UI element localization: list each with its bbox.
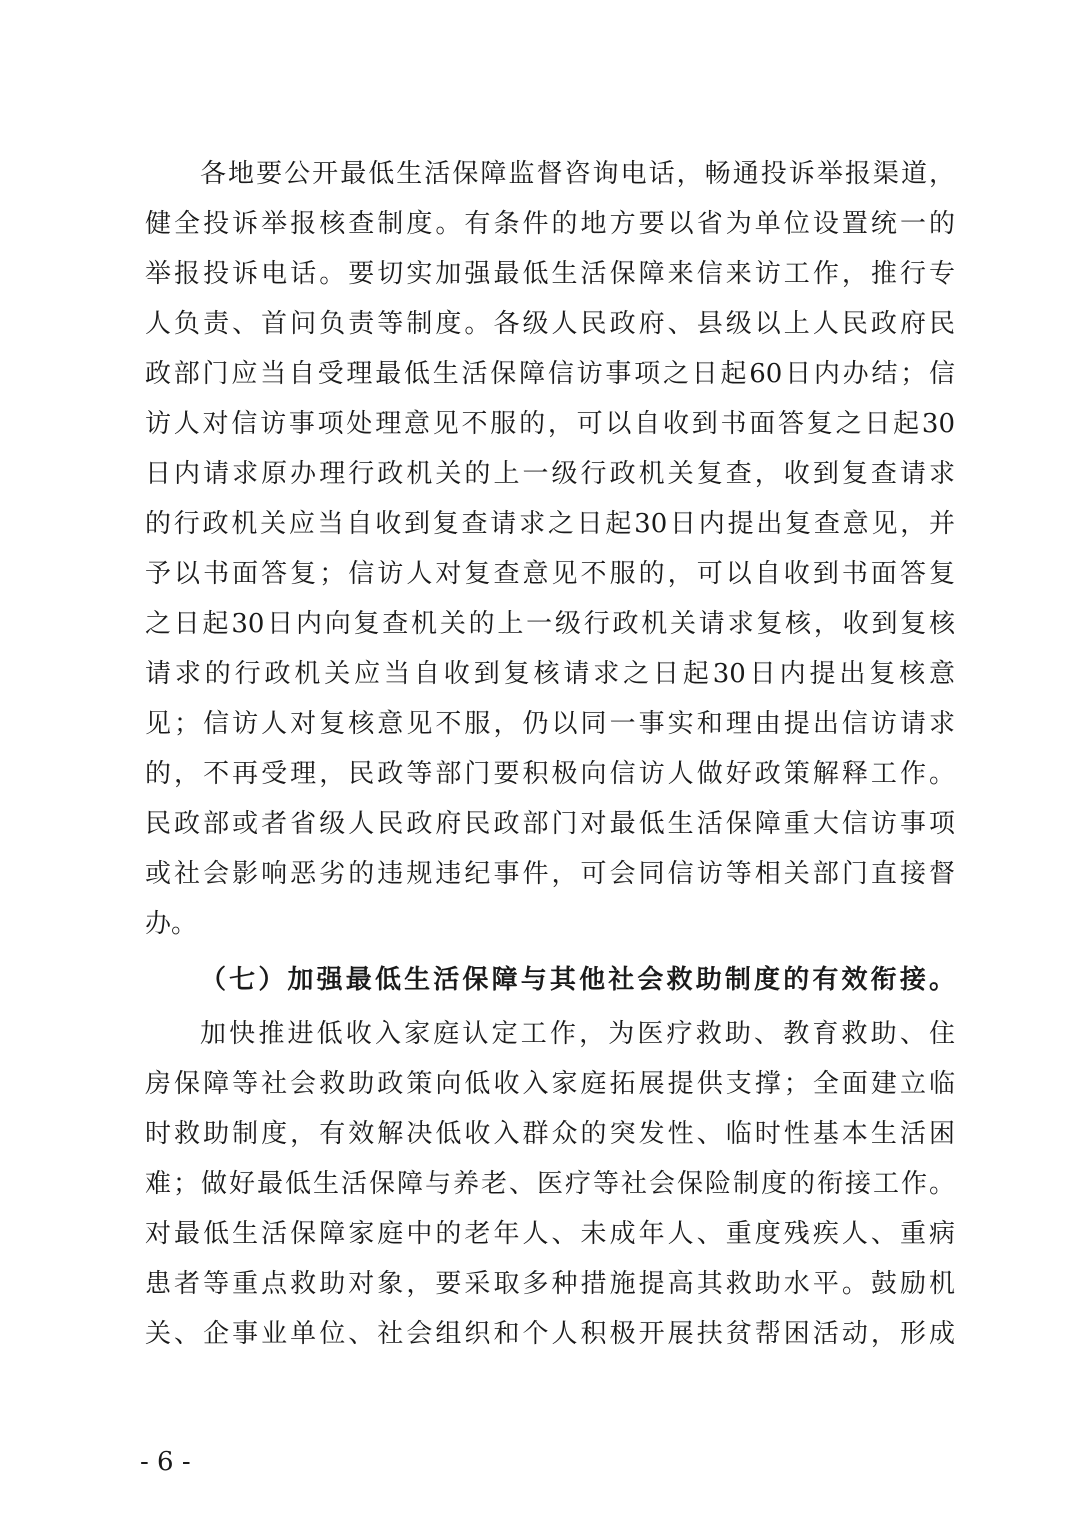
- paragraph-2-line-6: 患者等重点救助对象，要采取多种措施提高其救助水平。鼓励机: [145, 1269, 955, 1299]
- page-number: - 6 -: [140, 1447, 191, 1477]
- paragraph-1-line-2: 健全投诉举报核查制度。有条件的地方要以省为单位设置统一的: [145, 209, 955, 239]
- paragraph-2-line-5: 对最低生活保障家庭中的老年人、未成年人、重度残疾人、重病: [145, 1219, 955, 1249]
- paragraph-1-line-3: 举报投诉电话。要切实加强最低生活保障来信来访工作，推行专: [145, 259, 955, 289]
- paragraph-2-line-3: 时救助制度，有效解决低收入群众的突发性、临时性基本生活困: [145, 1119, 955, 1149]
- paragraph-1-line-10: 之日起30日内向复查机关的上一级行政机关请求复核，收到复核: [145, 609, 955, 639]
- paragraph-2-line-2: 房保障等社会救助政策向低收入家庭拓展提供支撑；全面建立临: [145, 1069, 955, 1099]
- paragraph-1-line-12: 见；信访人对复核意见不服，仍以同一事实和理由提出信访请求: [145, 709, 955, 739]
- paragraph-1-line-9: 予以书面答复；信访人对复查意见不服的，可以自收到书面答复: [145, 559, 955, 589]
- paragraph-2-line-7: 关、企事业单位、社会组织和个人积极开展扶贫帮困活动，形成: [145, 1319, 955, 1349]
- paragraph-1-line-14: 民政部或者省级人民政府民政部门对最低生活保障重大信访事项: [145, 809, 955, 839]
- paragraph-1-line-6: 访人对信访事项处理意见不服的，可以自收到书面答复之日起30: [145, 409, 955, 439]
- paragraph-1-line-5: 政部门应当自受理最低生活保障信访事项之日起60日内办结；信: [145, 359, 955, 389]
- paragraph-1-line-16: 办。: [145, 909, 198, 939]
- paragraph-1-line-7: 日内请求原办理行政机关的上一级行政机关复查，收到复查请求: [145, 459, 955, 489]
- paragraph-1-line-4: 人负责、首问负责等制度。各级人民政府、县级以上人民政府民: [145, 309, 955, 339]
- paragraph-2-line-1: 加快推进低收入家庭认定工作，为医疗救助、教育救助、住: [200, 1019, 955, 1049]
- paragraph-1-line-15: 或社会影响恶劣的违规违纪事件，可会同信访等相关部门直接督: [145, 859, 955, 889]
- paragraph-1-line-13: 的，不再受理，民政等部门要积极向信访人做好政策解释工作。: [145, 759, 955, 789]
- paragraph-1-line-1: 各地要公开最低生活保障监督咨询电话，畅通投诉举报渠道，: [200, 159, 955, 189]
- section-heading: （七）加强最低生活保障与其他社会救助制度的有效衔接。: [200, 965, 955, 995]
- paragraph-1-line-11: 请求的行政机关应当自收到复核请求之日起30日内提出复核意: [145, 659, 955, 689]
- paragraph-1-line-8: 的行政机关应当自收到复查请求之日起30日内提出复查意见，并: [145, 509, 955, 539]
- paragraph-2-line-4: 难；做好最低生活保障与养老、医疗等社会保险制度的衔接工作。: [145, 1169, 955, 1199]
